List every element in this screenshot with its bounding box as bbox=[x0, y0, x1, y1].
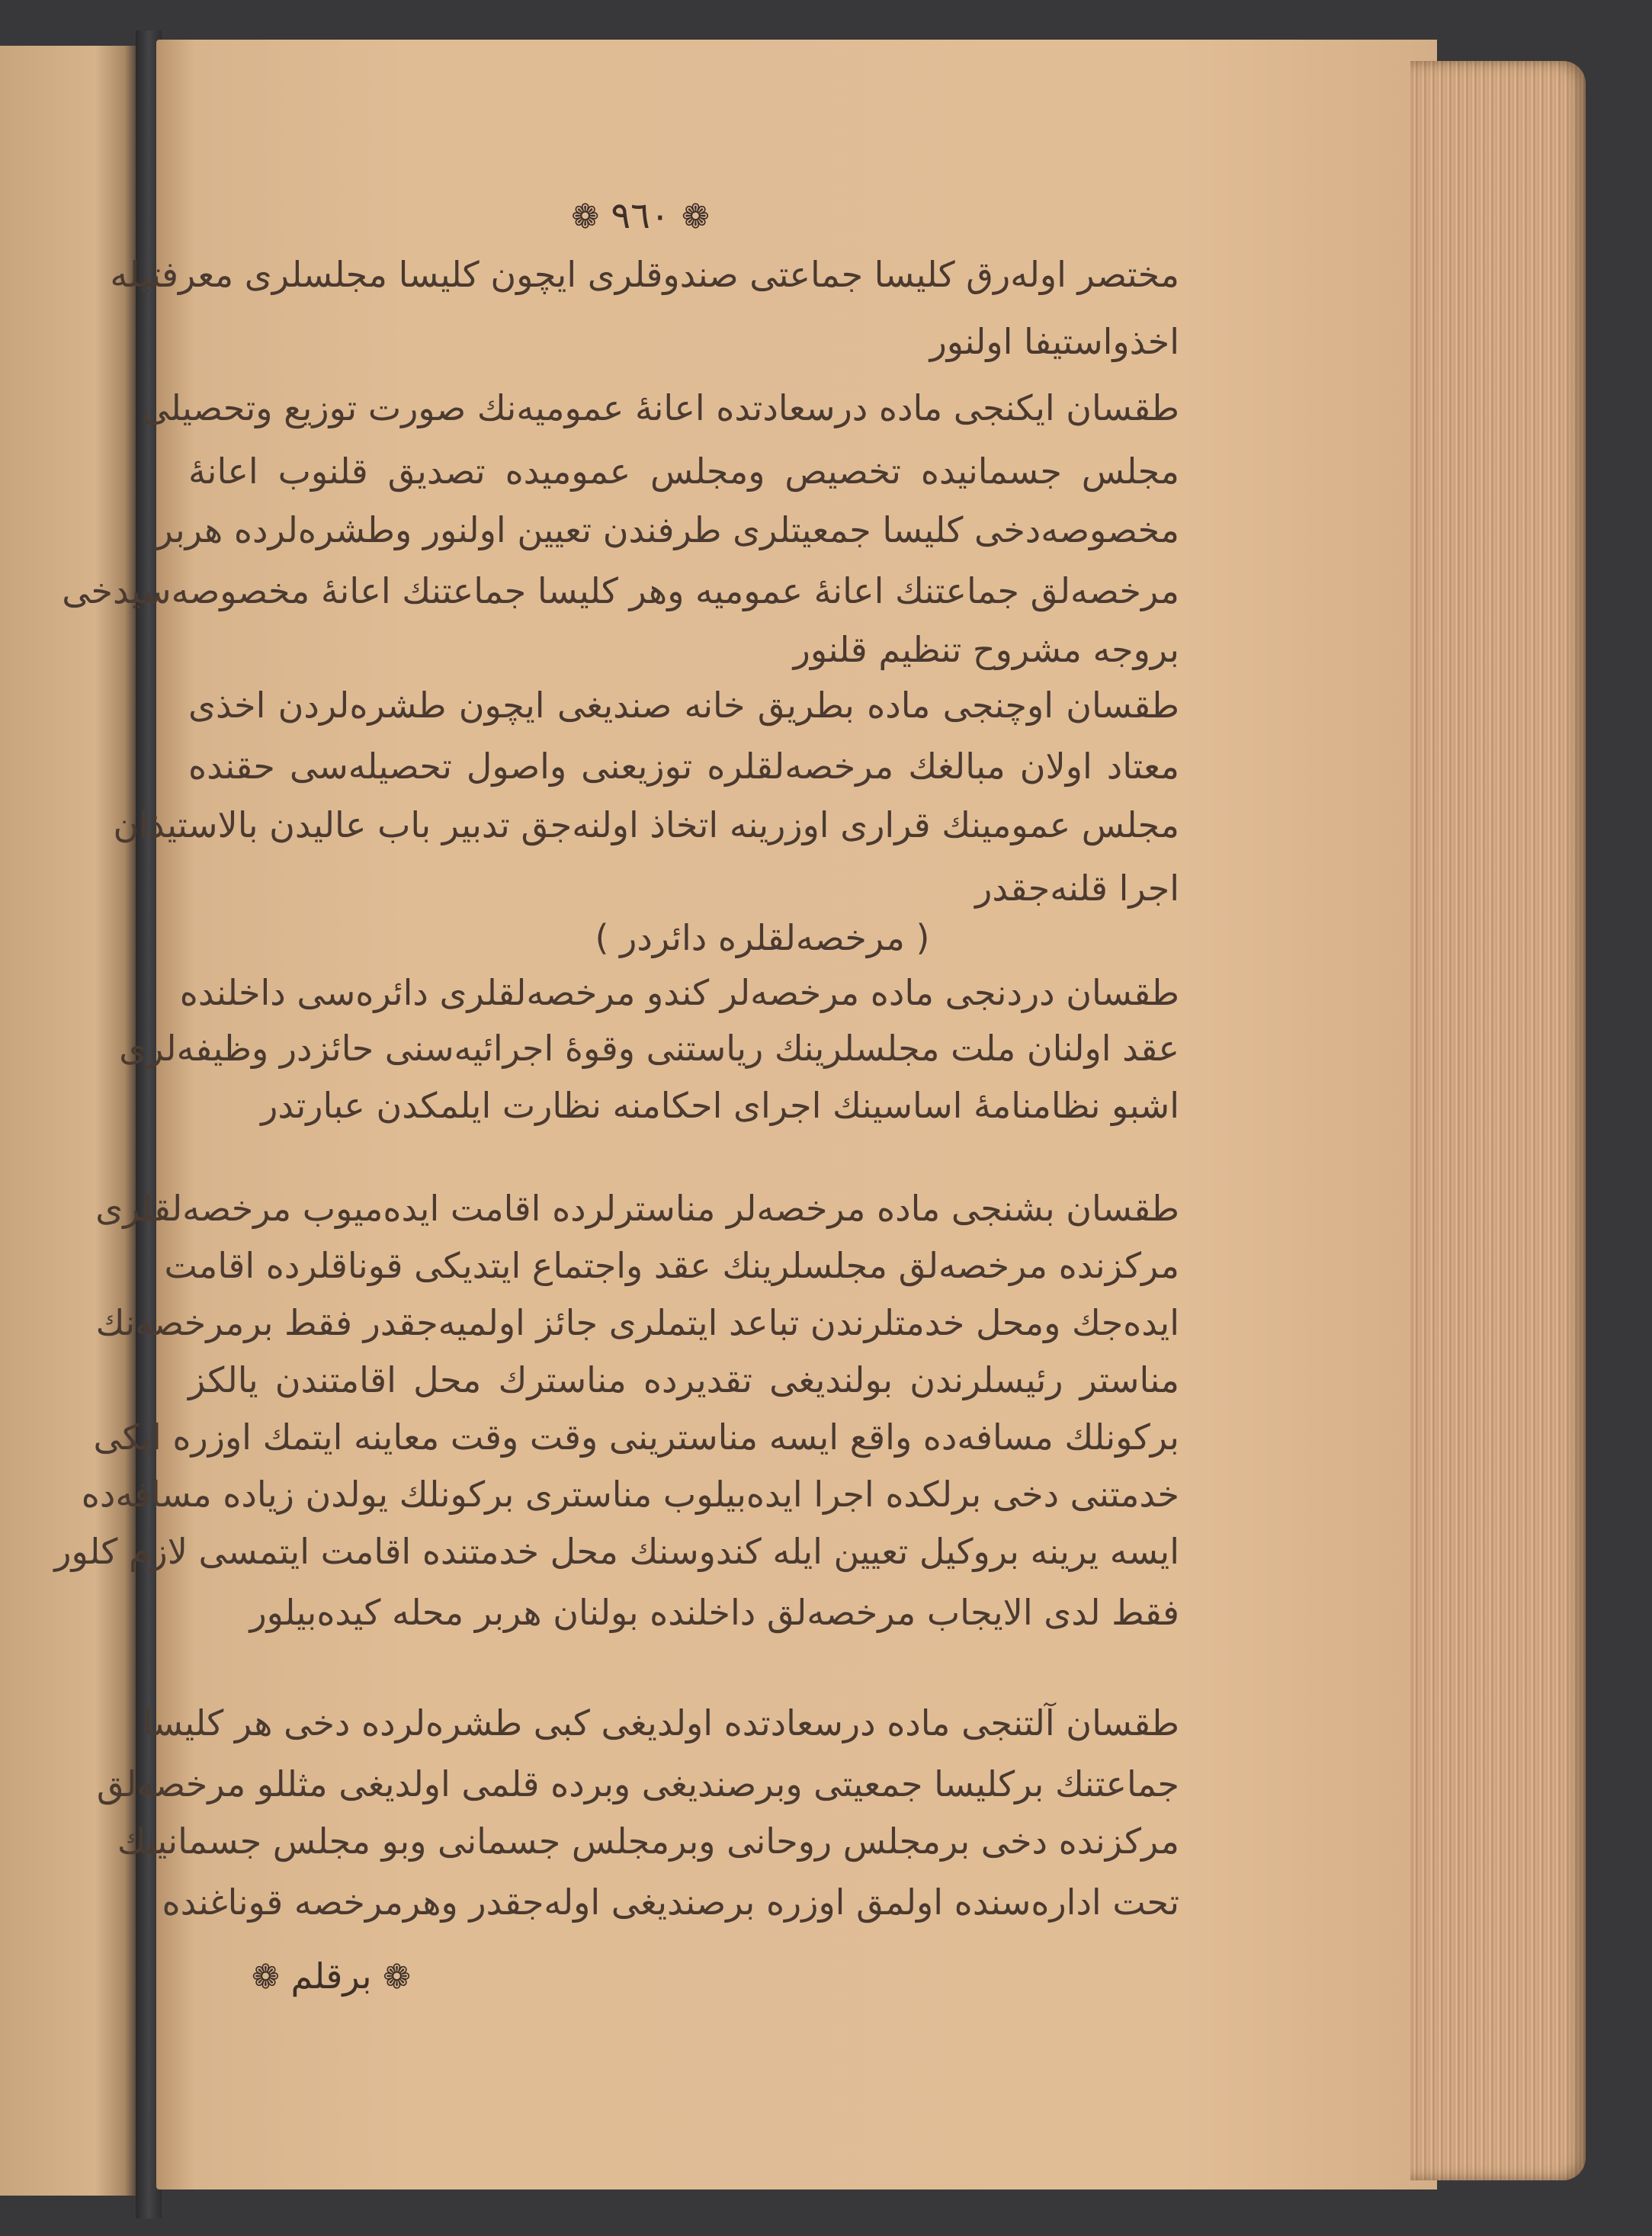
text-line: معتاد اولان مبالغك مرخصەلقلرە توزيعنى واصول تحصيلەسى حقندە bbox=[188, 746, 1179, 787]
catchword bbox=[252, 1955, 411, 1997]
text-line: بركونلك مسافەدە واقع ايسە مناسترينى وقت وقت معاينە ايتمك اوزرە ايكى bbox=[93, 1416, 1179, 1458]
article-93-line: طقسان اوچنجى مادە بطريق خانە صنديغى ايچون طشرەلردن اخذى bbox=[188, 685, 1179, 726]
text-line: مختصر اولەرق كليسا جماعتى صندوقلرى ايچون كليسا مجلسلرى معرفتيلە bbox=[110, 254, 1179, 295]
text-line: خدمتنى دخى برلكدە اجرا ايدەبيلوب مناسترى بركونلك يولدن زيادە مسافەدە bbox=[81, 1474, 1179, 1515]
article-92-line: طقسان ايكنجى مادە درسعادتدە اعانۀ عموميەنك صورت توزيع وتحصيلى bbox=[141, 387, 1179, 428]
text-line: مجلس عمومينك قرارى اوزرينە اتخاذ اولنەجق تدبير باب عاليدن بالاستيذان bbox=[113, 804, 1179, 845]
text-line: فقط لدى الايجاب مرخصەلق داخلندە بولنان هربر محلە كيدەبيلور bbox=[249, 1592, 1179, 1633]
text-line: مركزندە دخى برمجلس روحانى وبرمجلس جسمانى وبو مجلس جسمانينك bbox=[117, 1821, 1179, 1862]
text-line: تحت ادارەسندە اولمق اوزرە برصنديغى اولەجقدر وهرمرخصە قوناغندە bbox=[162, 1882, 1179, 1923]
ornament-icon: ❁ bbox=[252, 1958, 280, 1997]
ornament-icon: ❁ bbox=[681, 197, 710, 236]
text-line: ايدەجك ومحل خدمتلرندن تباعد ايتملرى جائز اولميەجقدر فقط برمرخصەنك bbox=[95, 1302, 1179, 1343]
ornament-icon: ❁ bbox=[383, 1958, 412, 1997]
text-line: اخذواستيفا اولنور bbox=[929, 321, 1179, 362]
page-number: ٩٦٠ bbox=[611, 194, 670, 237]
text-line: عقد اولنان ملت مجلسلرينك رياستنى وقوۀ اجرائيەسنى حائزدر وظيفەلرى bbox=[119, 1028, 1179, 1069]
article-96-line: طقسان آلتنجى مادە درسعادتدە اولديغى كبى طشرەلردە دخى هر كليسا bbox=[143, 1702, 1179, 1744]
text-line: بروجه مشروح تنظيم قلنور bbox=[793, 629, 1179, 670]
article-95-line: طقسان بشنجى مادە مرخصەلر مناسترلردە اقامت ايدەميوب مرخصەلقلرى bbox=[95, 1188, 1179, 1229]
text-line: مرخصەلق جماعتنك اعانۀ عموميە وهر كليسا جماعتنك اعانۀ مخصوصەسيدخى bbox=[62, 570, 1179, 611]
text-line: مناستر رئيسلرندن بولنديغى تقديردە مناسترك محل اقامتندن يالكز bbox=[188, 1359, 1179, 1400]
text-line: مخصوصەدخى كليسا جمعيتلرى طرفندن تعيين اولنور وطشرەلردە هربر bbox=[156, 509, 1179, 550]
text-line: مركزندە مرخصەلق مجلسلرينك عقد واجتماع ايتديكى قوناقلردە اقامت bbox=[164, 1245, 1179, 1286]
text-line: جماعتنك بركليسا جمعيتى وبرصنديغى وبردە قلمى اولديغى مثللو مرخصەلق bbox=[96, 1763, 1179, 1805]
text-line: مجلس جسمانيدە تخصيص ومجلس عموميدە تصديق قلنوب اعانۀ bbox=[188, 451, 1179, 492]
text-line: اجرا قلنەجقدر bbox=[975, 868, 1179, 909]
catchword-text: برقلم bbox=[290, 1955, 372, 1997]
text-line: ايسە يرينە بروكيل تعيين ايلە كندوسنك محل خدمتندە اقامت ايتمسى لازم كلور bbox=[54, 1531, 1179, 1572]
section-heading: ( مرخصەلقلرە دائردر ) bbox=[595, 917, 930, 958]
ornament-icon: ❁ bbox=[571, 197, 600, 236]
article-94-line: طقسان دردنجى مادە مرخصەلر كندو مرخصەلقلرى دائرەسى داخلندە bbox=[179, 972, 1179, 1013]
text-line: اشبو نظامنامۀ اساسينك اجراى احكامنە نظارت ايلمكدن عبارتدر bbox=[261, 1085, 1179, 1126]
